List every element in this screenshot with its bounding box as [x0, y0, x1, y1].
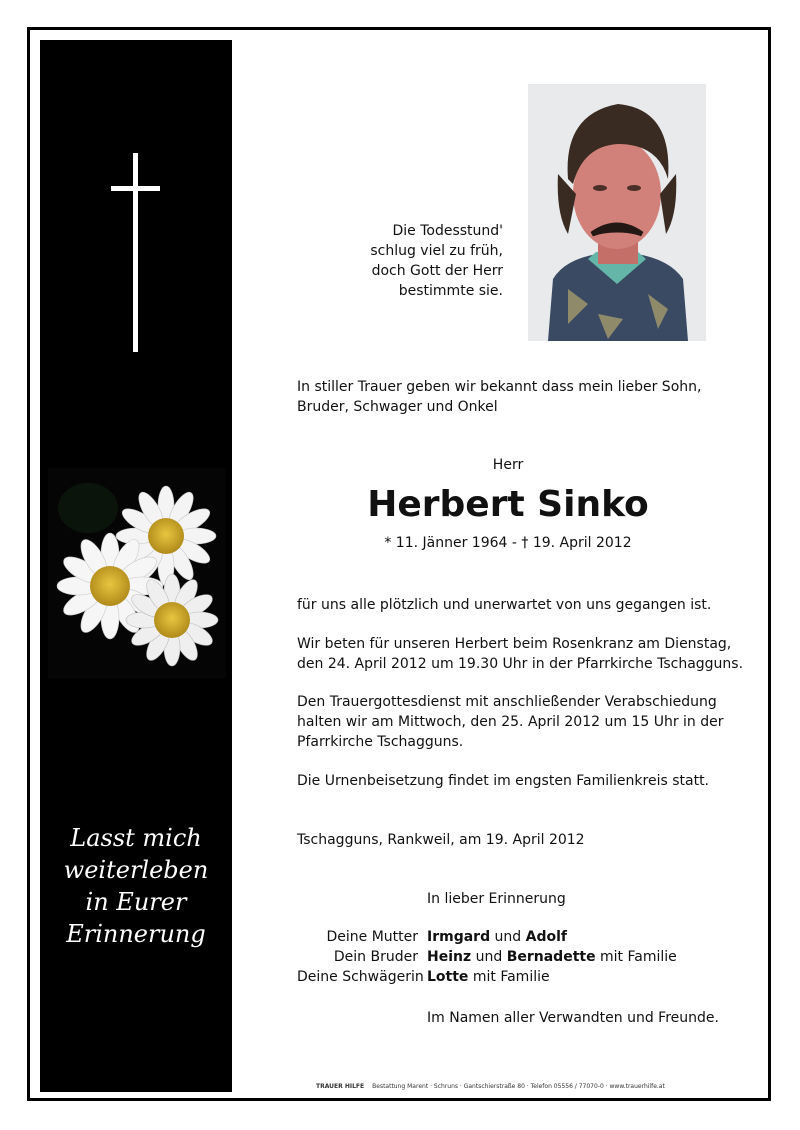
- relative-joiner: und: [490, 929, 526, 945]
- intro-line: Bruder, Schwager und Onkel: [297, 399, 498, 415]
- daisy-flowers-image: [48, 468, 226, 678]
- relative-joiner: und: [471, 949, 507, 965]
- relative-name: Bernadette: [506, 949, 596, 965]
- remembrance-heading: In lieber Erinnerung: [427, 891, 566, 907]
- relative-name: Heinz: [427, 949, 472, 965]
- quote-line: doch Gott der Herr: [371, 263, 503, 279]
- body-paragraph-3: [297, 692, 724, 752]
- relative-label: Deine Schwägerin: [297, 969, 424, 985]
- relative-names: [427, 969, 550, 985]
- sidebar-verse: [40, 822, 232, 950]
- verse-line: weiterleben: [63, 856, 209, 884]
- body-paragraph-1: für uns alle plötzlich und unerwartet von uns gegangen ist.: [297, 597, 712, 613]
- body-paragraph-2: [297, 634, 743, 674]
- footer-brand: TRAUER HILFE: [316, 1083, 365, 1090]
- body-line: den 24. April 2012 um 19.30 Uhr in der Pfarrkirche Tschagguns.: [297, 656, 744, 672]
- deceased-dates: * 11. Jänner 1964 - † 19. April 2012: [384, 535, 632, 551]
- relative-label: Deine Mutter: [326, 929, 418, 945]
- relative-names: [427, 929, 567, 945]
- place-date: Tschagguns, Rankweil, am 19. April 2012: [297, 832, 585, 848]
- relative-name: Lotte: [427, 969, 469, 985]
- quote-line: Die Todesstund': [392, 223, 503, 239]
- verse-line: in Eurer: [85, 888, 187, 916]
- body-line: Wir beten für unseren Herbert beim Rosenkranz am Dienstag,: [297, 636, 732, 652]
- relative-names: [427, 949, 677, 965]
- relative-suffix: mit Familie: [595, 949, 677, 965]
- intro-line: In stiller Trauer geben wir bekannt dass mein lieber Sohn,: [297, 379, 702, 395]
- cross-icon-bar: [111, 186, 160, 191]
- portrait-photo: [528, 84, 706, 341]
- footer: [316, 1083, 665, 1090]
- body-line: halten wir am Mittwoch, den 25. April 2012 um 15 Uhr in der: [297, 714, 724, 730]
- deceased-name: Herbert Sinko: [367, 484, 649, 525]
- closing-line: Im Namen aller Verwandten und Freunde.: [427, 1010, 719, 1026]
- cross-icon: [133, 153, 138, 352]
- body-line: Pfarrkirche Tschagguns.: [297, 734, 464, 750]
- memorial-quote: [340, 221, 503, 301]
- relative-name: Adolf: [525, 929, 568, 945]
- relative-name: Irmgard: [427, 929, 491, 945]
- relative-label: Dein Bruder: [333, 949, 418, 965]
- verse-line: Lasst mich: [70, 824, 202, 852]
- intro-text: [297, 377, 701, 417]
- quote-line: schlug viel zu früh,: [370, 243, 503, 259]
- footer-details: Bestattung Marent · Schruns · Gantschierstraße 80 · Telefon 05556 / 77070-0 · www.trauerhilfe.at: [372, 1083, 665, 1090]
- deceased-title: Herr: [492, 457, 524, 473]
- verse-line: Erinnerung: [66, 920, 206, 948]
- quote-line: bestimmte sie.: [398, 283, 503, 299]
- body-paragraph-4: Die Urnenbeisetzung findet im engsten Familienkreis statt.: [297, 773, 710, 789]
- body-line: Den Trauergottesdienst mit anschließender Verabschiedung: [297, 694, 717, 710]
- relative-suffix: mit Familie: [468, 969, 550, 985]
